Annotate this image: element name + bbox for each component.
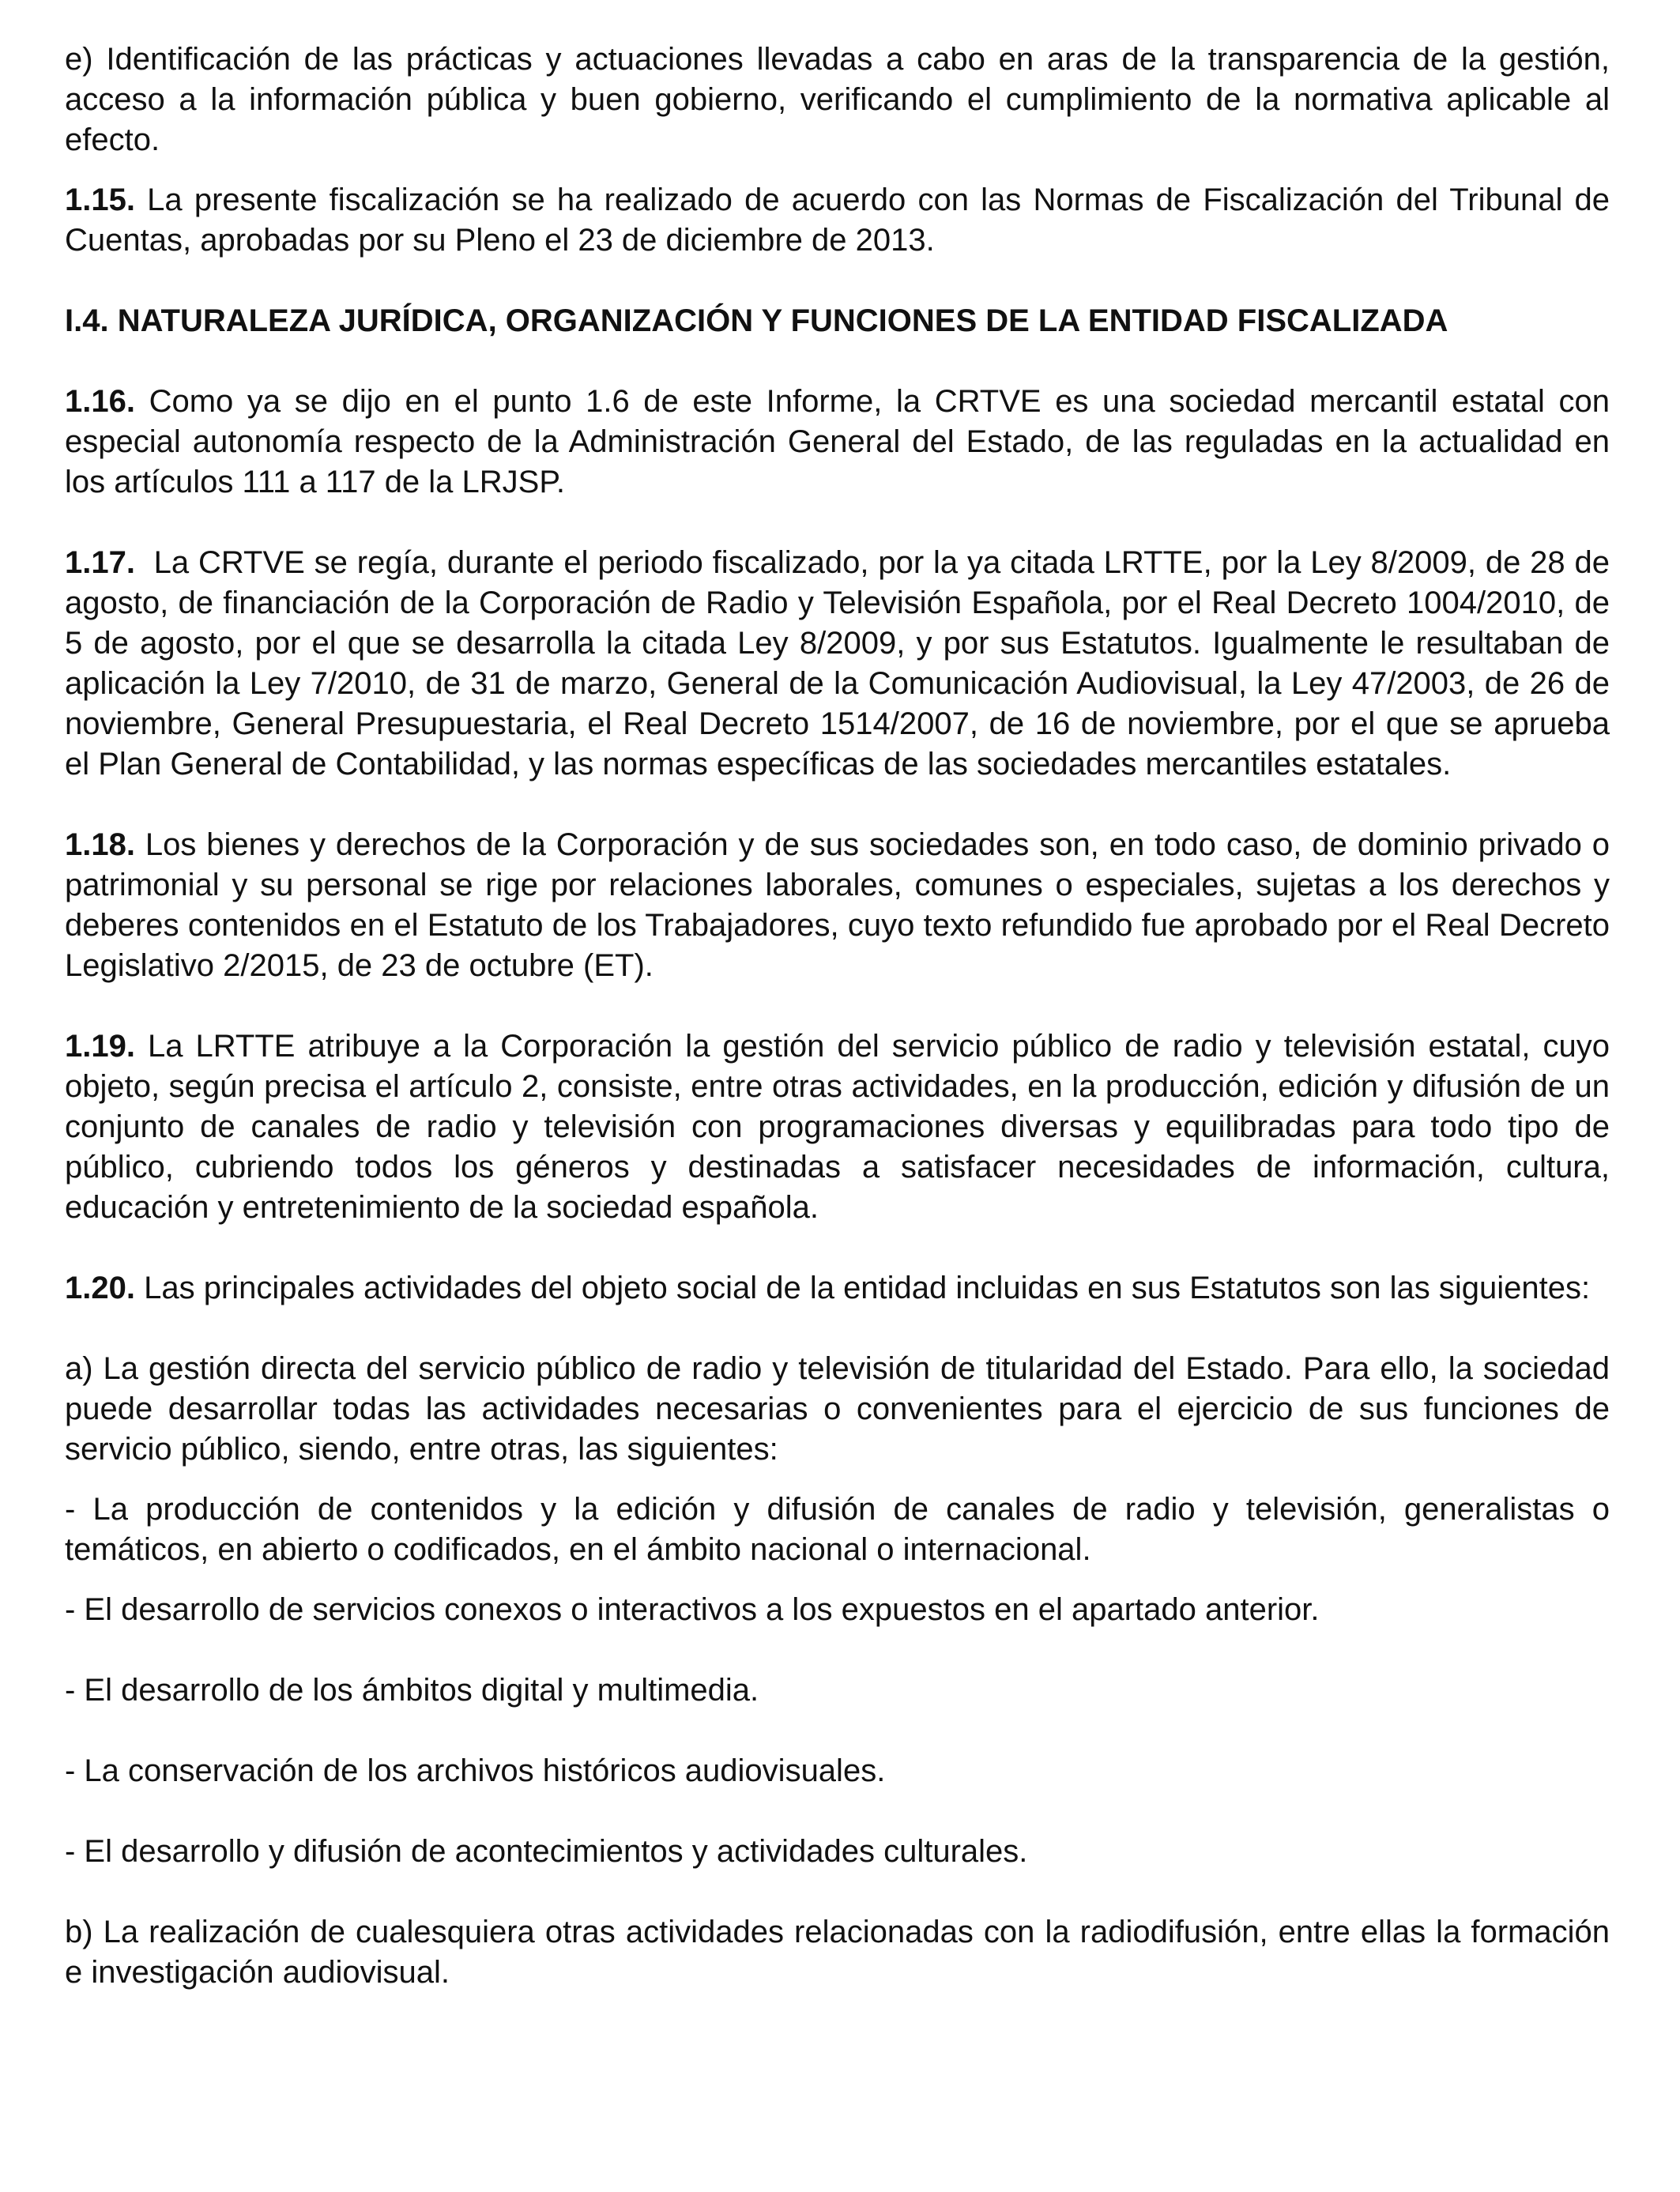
paragraph-1-19: [65, 1026, 1610, 1228]
paragraph-text: Como ya se dijo en el punto 1.6 de este Informe, la CRTVE es una sociedad mercantil estatal con especial autonomía respecto de la Administración General del Estado, de las reguladas en la actualidad en los artículos 111 a 117 de la LRJSP.: [65, 384, 1610, 499]
list-item: - El desarrollo y difusión de acontecimientos y actividades culturales.: [65, 1834, 1028, 1869]
paragraph-text: La LRTTE atribuye a la Corporación la gestión del servicio público de radio y televisión estatal, cuyo objeto, según precisa el artículo 2, consiste, entre otras actividades, en la producción, edición y difusión de un conjunto de canales de radio y televisión con programaciones diversas y equilibradas para todo tipo de público, cubriendo todos los géneros y destinadas a satisfacer necesidades de información, cultura, educación y entretenimiento de la sociedad española.: [65, 1029, 1610, 1225]
paragraph-1-16: [65, 382, 1610, 503]
document-page: [65, 40, 1619, 1993]
paragraph-item-a: a) La gestión directa del servicio público de radio y televisión de titularidad del Estado. Para ello, la sociedad puede desarrollar todas las actividades necesarias o convenientes para el ejercicio de sus funciones de servicio público, siendo, entre otras, las siguientes:: [65, 1351, 1610, 1467]
paragraph-text: La CRTVE se regía, durante el periodo fiscalizado, por la ya citada LRTTE, por la Ley 8/2009, de 28 de agosto, de financiación de la Corporación de Radio y Televisión Española, por el Real Decreto 1004/2010, de 5 de agosto, por el que se desarrolla la citada Ley 8/2009, y por sus Estatutos. Igualmente le resultaban de aplicación la Ley 7/2010, de 31 de marzo, General de la Comunicación Audiovisual, la Ley 47/2003, de 26 de noviembre, General Presupuestaria, el Real Decreto 1514/2007, de 16 de noviembre, por el que se aprueba el Plan General de Contabilidad, y las normas específicas de las sociedades mercantiles estatales.: [65, 545, 1619, 782]
list-item: - El desarrollo de servicios conexos o interactivos a los expuestos en el apartado anterior.: [65, 1592, 1320, 1627]
list-item: - La producción de contenidos y la edición y difusión de canales de radio y televisión, generalistas o temáticos, en abierto o codificados, en el ámbito nacional o internacional.: [65, 1492, 1610, 1567]
paragraph-text: Los bienes y derechos de la Corporación y de sus sociedades son, en todo caso, de dominio privado o patrimonial y su personal se rige por relaciones laborales, comunes o especiales, sujetas a los derechos y deberes contenidos en el Estatuto de los Trabajadores, cuyo texto refundido fue aprobado por el Real Decreto Legislativo 2/2015, de 23 de octubre (ET).: [65, 827, 1610, 983]
section-heading: I.4. NATURALEZA JURÍDICA, ORGANIZACIÓN Y FUNCIONES DE LA ENTIDAD FISCALIZADA: [65, 303, 1448, 338]
paragraph-number: 1.17.: [65, 545, 135, 580]
paragraph-text: Las principales actividades del objeto social de la entidad incluidas en sus Estatutos son las siguientes:: [134, 1271, 1591, 1305]
paragraph-number: 1.20.: [65, 1271, 135, 1305]
paragraph-number: 1.18.: [65, 827, 135, 862]
paragraph-1-20: [65, 1268, 1610, 1309]
list-item: - El desarrollo de los ámbitos digital y multimedia.: [65, 1673, 759, 1708]
paragraph-number: 1.15.: [65, 183, 135, 217]
paragraph-item-e: e) Identificación de las prácticas y actuaciones llevadas a cabo en aras de la transparencia de la gestión, acceso a la información pública y buen gobierno, verificando el cumplimiento de la normativa aplicable al efecto.: [65, 42, 1610, 157]
paragraph-number: 1.19.: [65, 1029, 135, 1064]
paragraph-text: La presente fiscalización se ha realizado de acuerdo con las Normas de Fiscalización del Tribunal de Cuentas, aprobadas por su Pleno el 23 de diciembre de 2013.: [65, 183, 1610, 258]
paragraph-1-18: [65, 825, 1610, 986]
paragraph-1-17: [65, 543, 1619, 785]
paragraph-1-15: [65, 180, 1610, 261]
paragraph-item-b: b) La realización de cualesquiera otras actividades relacionadas con la radiodifusión, entre ellas la formación e investigación audiovisual.: [65, 1915, 1610, 1990]
list-item: - La conservación de los archivos históricos audiovisuales.: [65, 1753, 886, 1788]
paragraph-number: 1.16.: [65, 384, 135, 419]
